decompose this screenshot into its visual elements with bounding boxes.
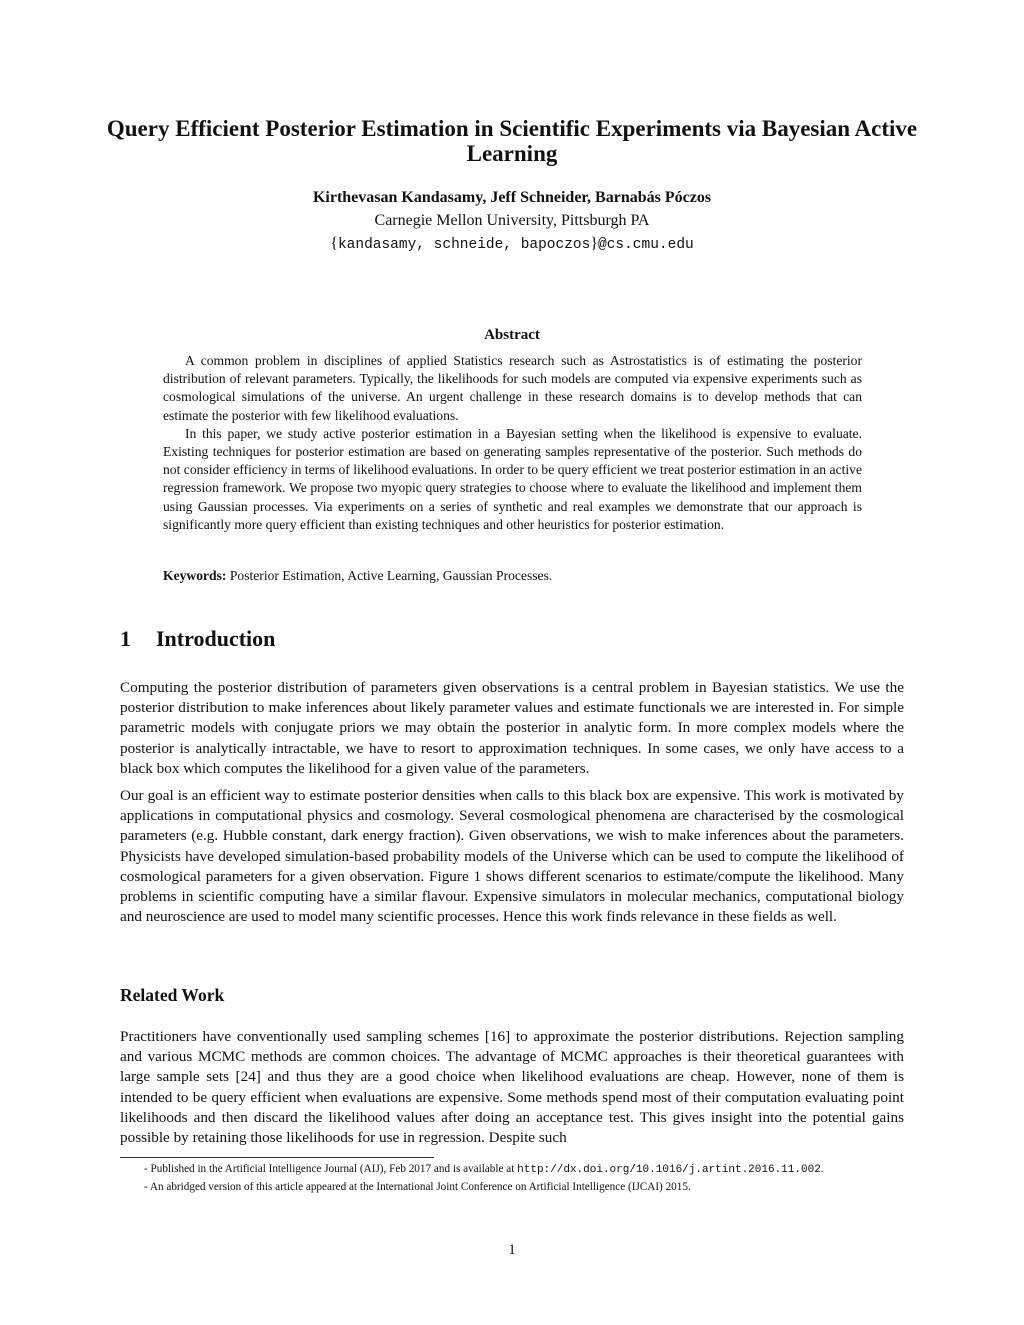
email-brace-open: { xyxy=(330,235,338,252)
abstract-heading: Abstract xyxy=(484,327,540,343)
author-list: Kirthevasan Kandasamy, Jeff Schneider, Barnabás Póczos xyxy=(312,189,712,206)
page-number: 1 xyxy=(508,1242,516,1258)
keywords-label: Keywords: xyxy=(163,568,227,583)
keywords-text: Posterior Estimation, Active Learning, Gaussian Processes. xyxy=(229,568,553,583)
introduction-body xyxy=(120,678,904,934)
paper-title: Query Efficient Posterior Estimation in Scientific Experiments via Bayesian Active Learning xyxy=(106,116,918,166)
author-emails xyxy=(0,234,1024,255)
body-paragraph: Practitioners have conventionally used sampling schemes [16] to approximate the posterior distributions. Rejection sampling and various MCMC methods are common choices. The advantage of MCMC approaches is their theoretical guarantees with large sample sets [24] and thus they are a good choice when likelihood evaluations are cheap. However, none of them is intended to be query efficient when evaluations are expensive. Some methods spend most of their computation evaluating point likelihoods and then discard the likelihood values after doing an acceptance test. This gives insight into the potential gains possible by retaining those likelihoods for use in regression. Despite such xyxy=(120,1028,904,1147)
footnote-end: . xyxy=(820,1163,824,1175)
footnote-text: - Published in the Artificial Intelligence Journal (AIJ), Feb 2017 and is available at xyxy=(144,1163,518,1175)
section-number: 1 xyxy=(120,626,131,651)
abstract-paragraph: In this paper, we study active posterior estimation in a Bayesian setting when the likelihood is expensive to evaluate. Existing techniques for posterior estimation are based on generating samples representative of the posterior. Such methods do not consider efficiency in terms of likelihood evaluations. In order to be query efficient we treat posterior estimation in an active regression framework. We propose two myopic query strategies to choose where to evaluate the likelihood and implement them using Gaussian processes. Via experiments on a series of synthetic and real examples we demonstrate that our approach is significantly more query efficient than existing techniques and other heuristics for posterior estimation. xyxy=(163,425,862,532)
email-domain: @cs.cmu.edu xyxy=(598,237,694,253)
body-paragraph: Our goal is an efficient way to estimate posterior densities when calls to this black box are expensive. This work is motivated by applications in computational physics and cosmology. Several cosmological phenomena are characterised by the cosmological parameters (e.g. Hubble constant, dark energy fraction). Given observations, we wish to make inferences about the parameters. Physicists have developed simulation-based probability models of the Universe which can be used to compute the likelihood of cosmological parameters for a given observation. Figure 1 shows different scenarios to estimate/compute the likelihood. Many problems in scientific computing have a similar flavour. Expensive simulators in molecular mechanics, computational biology and neuroscience are used to model many scientific processes. Hence this work finds relevance in these fields as well. xyxy=(120,787,904,926)
doi-link[interactable]: http://dx.doi.org/10.1016/j.artint.2016.11.002 xyxy=(517,1164,821,1176)
email-brace-close: } xyxy=(590,235,598,252)
footnote-ijcai: - An abridged version of this article appeared at the International Joint Conference on Artificial Intelligence (IJCAI) 2015. xyxy=(144,1181,691,1193)
section-heading-introduction xyxy=(120,626,820,652)
keywords xyxy=(163,567,862,585)
footnotes xyxy=(144,1161,914,1196)
subsection-heading-related-work: Related Work xyxy=(120,985,225,1005)
affiliation: Carnegie Mellon University, Pittsburgh PA xyxy=(374,212,650,229)
footnote-rule xyxy=(120,1157,434,1158)
abstract-paragraph: A common problem in disciplines of applied Statistics research such as Astrostatistics is of estimating the posterior distribution of relevant parameters. Typically, the likelihoods for such models are computed via expensive experiments such as cosmological simulations of the universe. An urgent challenge in these research domains is to develop methods that can estimate the posterior with few likelihood evaluations. xyxy=(163,353,862,423)
abstract-body xyxy=(163,352,862,534)
body-paragraph: Computing the posterior distribution of parameters given observations is a central problem in Bayesian statistics. We use the posterior distribution to make inferences about likely parameter values and estimate functionals we are interested in. For simple parametric models with conjugate priors we may obtain the posterior in analytic form. In more complex models where the posterior is analytically intractable, we have to resort to approximation techniques. In some cases, we only have access to a black box which computes the likelihood for a given value of the parameters. xyxy=(120,679,904,777)
email-users: kandasamy, schneide, bapoczos xyxy=(337,237,591,253)
section-title: Introduction xyxy=(156,626,276,651)
related-work-body xyxy=(120,1027,904,1148)
footnote-publication xyxy=(144,1161,914,1179)
